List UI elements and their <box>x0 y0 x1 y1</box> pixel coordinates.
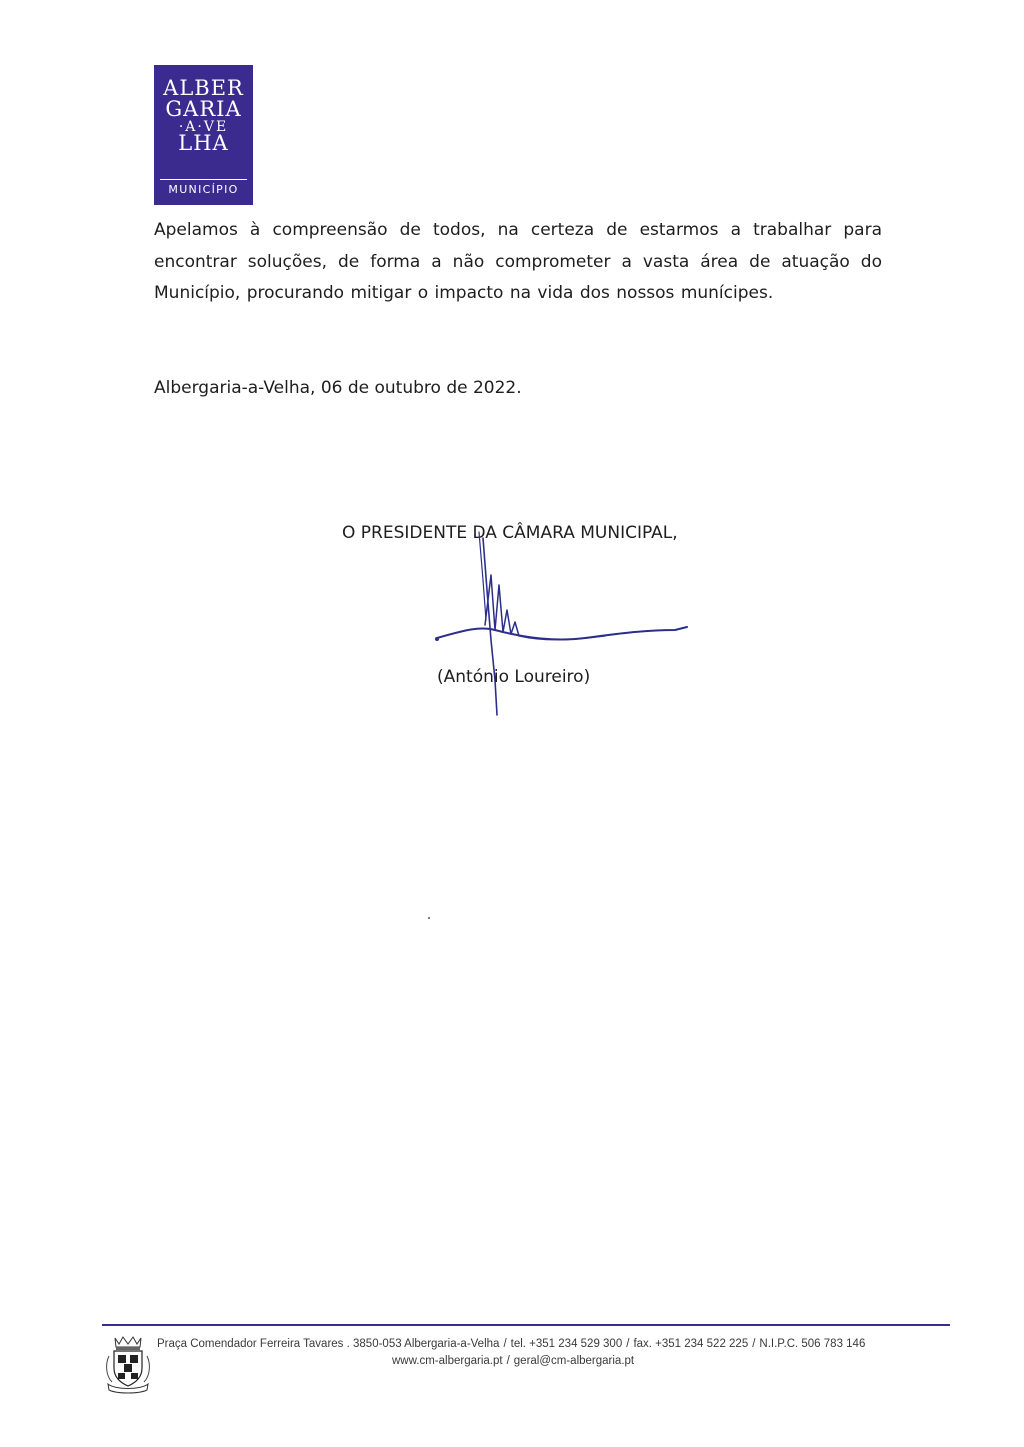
footer-fax: fax. +351 234 522 225 <box>633 1338 749 1350</box>
municipality-logo <box>154 65 253 205</box>
logo-subtitle: MUNICÍPIO <box>168 183 239 196</box>
letter-paragraph: Apelamos à compreensão de todos, na certeza de estarmos a trabalhar para encontrar soluções, de forma a não comprometer a vasta área de atuação do Município, procurando mitigar o impacto na vida dos nossos munícipes. <box>154 220 882 303</box>
logo-text-line-2: GARIA <box>165 97 242 121</box>
handwritten-signature <box>425 530 695 720</box>
footer-nipc: N.I.P.C. 506 783 146 <box>759 1338 866 1350</box>
footer-website-link[interactable]: www.cm-albergaria.pt <box>392 1355 503 1367</box>
footer-separator: / <box>626 1338 630 1350</box>
coat-of-arms-icon <box>103 1334 153 1394</box>
footer-separator: / <box>503 1338 507 1350</box>
signatory-name: (António Loureiro) <box>437 667 591 687</box>
signatory-title: O PRESIDENTE DA CÂMARA MUNICIPAL, <box>342 523 678 543</box>
logo-text-line-1: ALBER <box>163 76 244 100</box>
logo-text-line-3: ·A·VE <box>178 119 229 135</box>
logo-text-line-4: LHA <box>178 131 229 155</box>
footer-divider <box>102 1324 950 1326</box>
footer-address: Praça Comendador Ferreira Tavares . 3850-053 Albergaria-a-Velha <box>157 1338 500 1350</box>
footer-separator: / <box>752 1338 756 1350</box>
footer-telephone: tel. +351 234 529 300 <box>510 1338 623 1350</box>
footer-web-line <box>392 1353 634 1369</box>
footer-contact-line <box>157 1336 865 1352</box>
footer-separator: / <box>506 1355 510 1367</box>
footer-email-link[interactable]: geral@cm-albergaria.pt <box>513 1355 635 1367</box>
scan-speck <box>428 917 430 919</box>
letter-dateline: Albergaria-a-Velha, 06 de outubro de 2022. <box>154 378 522 398</box>
logo-divider <box>160 179 247 180</box>
